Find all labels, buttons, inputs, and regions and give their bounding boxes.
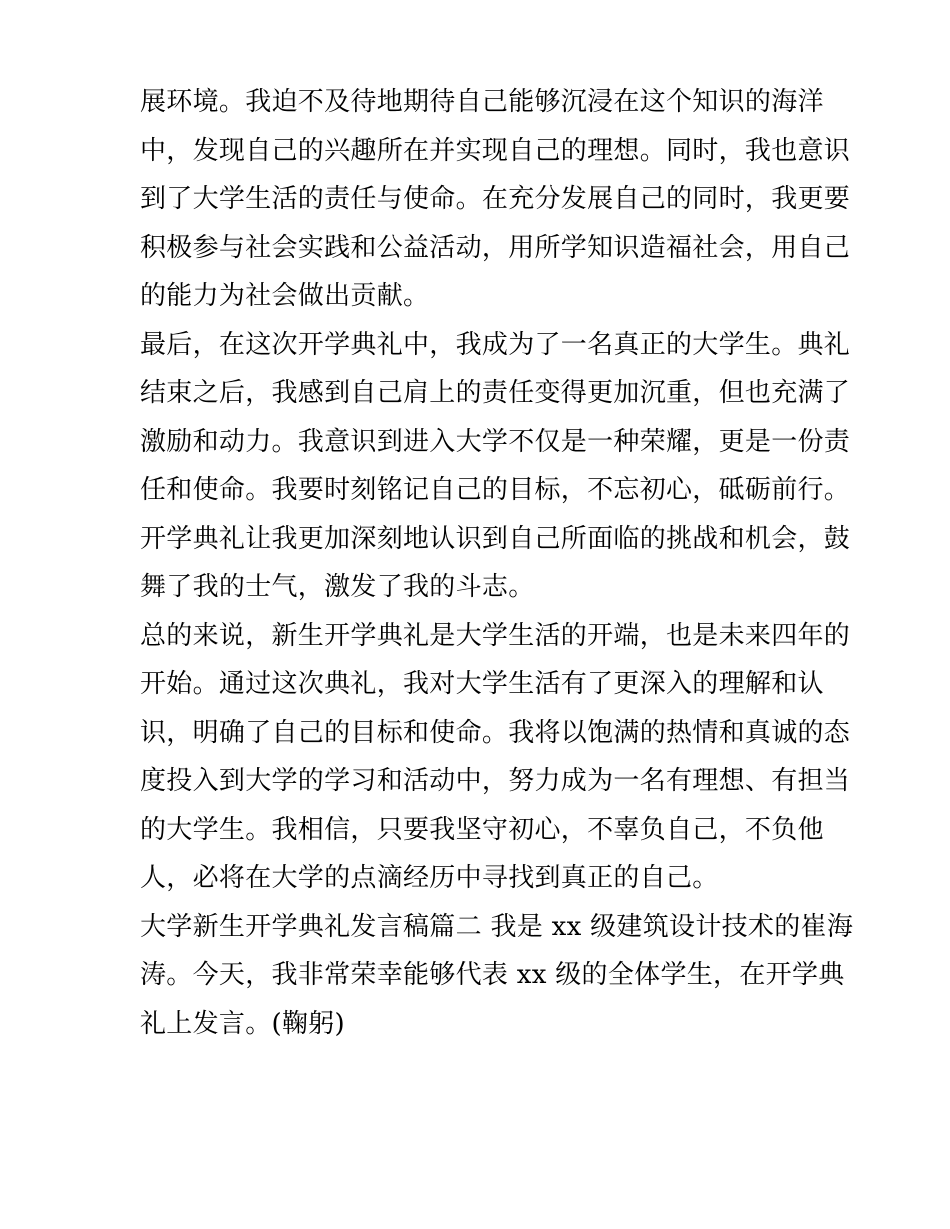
text-line: 大学新生开学典礼发言稿篇二 我是 xx 级建筑设计技术的崔海 [140,911,854,942]
text-line: 度投入到大学的学习和活动中，努力成为一名有理想、有担当 [140,766,851,796]
text-line: 到了大学生活的责任与使命。在充分发展自己的同时，我更要 [140,184,851,214]
text-line: 结束之后，我感到自己肩上的责任变得更加沉重，但也充满了 [140,378,851,408]
text-line: 的能力为社会做出贡献。 [140,281,430,311]
text-line: 舞了我的士气，激发了我的斗志。 [140,572,535,602]
text-line: 任和使命。我要时刻铭记自己的目标，不忘初心，砥砺前行。 [140,475,851,505]
text-line: 积极参与社会实践和公益活动，用所学知识造福社会，用自己 [140,232,851,263]
text-line: 涛。今天，我非常荣幸能够代表 xx 级的全体学生，在开学典 [140,960,845,990]
document-body [140,78,854,1048]
text-line: 人，必将在大学的点滴经历中寻找到真正的自己。 [140,863,719,893]
text-line: 展环境。我迫不及待地期待自己能够沉浸在这个知识的海洋 [140,87,824,117]
text-line: 激励和动力。我意识到进入大学不仅是一种荣耀，更是一份责 [140,426,851,457]
text-line: 最后，在这次开学典礼中，我成为了一名真正的大学生。典礼 [140,329,851,360]
text-line: 开学典礼让我更加深刻地认识到自己所面临的挑战和机会，鼓 [140,523,851,554]
text-line: 礼上发言。(鞠躬) [140,1008,345,1039]
text-line: 识，明确了自己的目标和使命。我将以饱满的热情和真诚的态 [140,717,851,748]
text-line: 开始。通过这次典礼，我对大学生活有了更深入的理解和认 [140,669,824,699]
text-line: 总的来说，新生开学典礼是大学生活的开端，也是未来四年的 [140,620,851,651]
text-line: 的大学生。我相信，只要我坚守初心，不辜负自己，不负他 [140,814,824,845]
text-line: 中，发现自己的兴趣所在并实现自己的理想。同时，我也意识 [140,135,851,166]
